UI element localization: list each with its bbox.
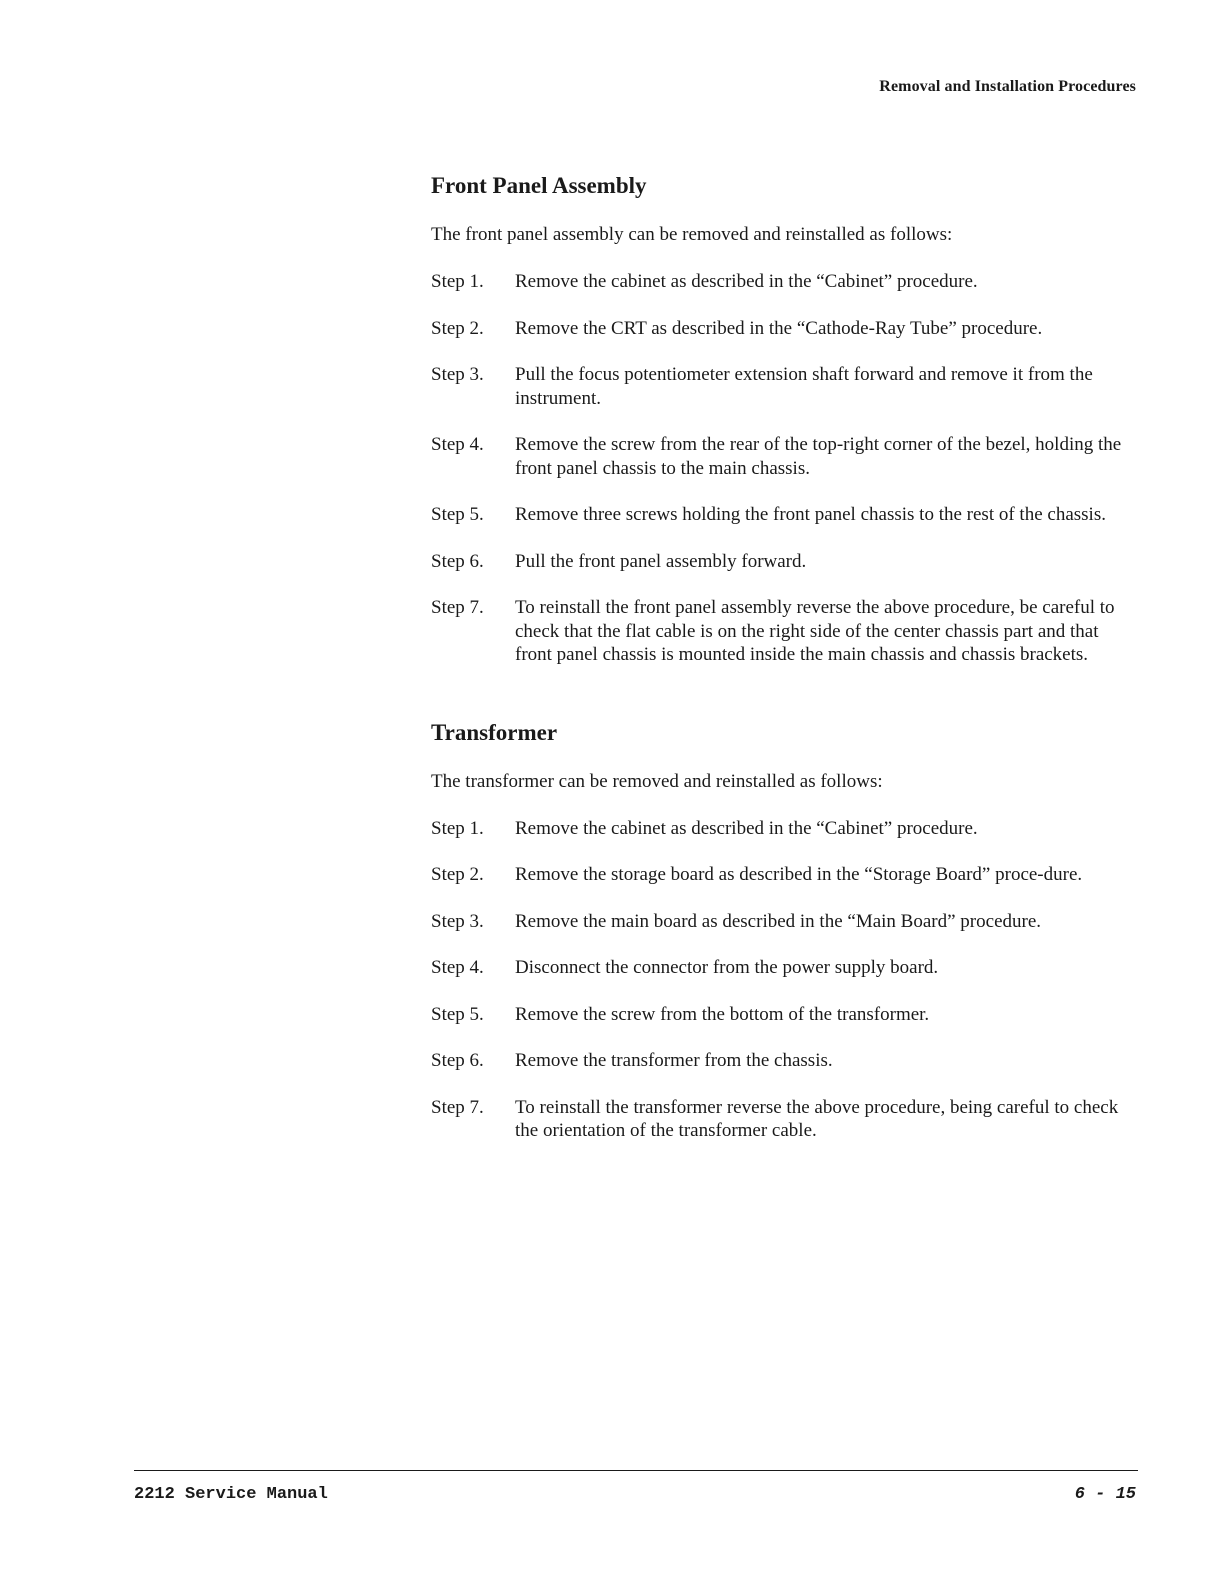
running-header: Removal and Installation Procedures: [879, 78, 1136, 95]
step-list: [431, 817, 1136, 1143]
step-label: Step 6.: [431, 1050, 484, 1071]
step-text: Remove the storage board as described in the “Storage Board” proce-dure.: [515, 864, 1083, 885]
section-title: Front Panel Assembly: [431, 173, 647, 198]
step-label: Step 3.: [431, 910, 484, 932]
step-item: [431, 910, 1136, 934]
section-intro: The front panel assembly can be removed and reinstalled as follows:: [431, 224, 953, 245]
step-label: Step 5.: [431, 504, 484, 525]
footer-divider: [134, 1470, 1138, 1471]
step-label: Step 7.: [431, 1096, 484, 1118]
section-transformer: [431, 717, 1136, 1143]
step-text: To reinstall the transformer reverse the above procedure, being careful to check the orientation of the transformer cable.: [515, 1096, 1119, 1141]
step-label: Step 5.: [431, 1003, 484, 1025]
step-item: [431, 1096, 1136, 1143]
step-label: Step 4.: [431, 957, 484, 978]
section-front-panel-assembly: [431, 170, 1136, 667]
step-item: [431, 270, 1136, 294]
step-item: [431, 596, 1136, 667]
footer-manual-title: 2212 Service Manual: [134, 1485, 328, 1504]
footer-page-number: 6 - 15: [1074, 1485, 1136, 1504]
step-text: Remove the CRT as described in the “Cathode-Ray Tube” procedure.: [515, 317, 1043, 339]
step-item: [431, 956, 1136, 980]
step-item: [431, 1003, 1136, 1027]
section-title: Transformer: [431, 719, 558, 745]
step-text: Remove the main board as described in the “Main Board” procedure.: [515, 910, 1042, 932]
step-item: [431, 317, 1136, 341]
section-intro: The transformer can be removed and reinstalled as follows:: [431, 770, 883, 792]
step-text: Remove the cabinet as described in the “Cabinet” procedure.: [515, 271, 978, 292]
step-text: Remove the cabinet as described in the “Cabinet” procedure.: [515, 817, 978, 839]
step-item: [431, 550, 1136, 574]
step-text: Remove the screw from the rear of the top-right corner of the bezel, holding the front panel chassis to the main chassis.: [515, 434, 1122, 479]
step-item: [431, 817, 1136, 841]
step-label: Step 1.: [431, 817, 484, 839]
step-item: [431, 433, 1136, 480]
step-label: Step 2.: [431, 864, 484, 885]
step-label: Step 3.: [431, 364, 484, 385]
step-item: [431, 363, 1136, 410]
page-content: [431, 170, 1136, 1143]
step-item: [431, 1049, 1136, 1073]
step-text: Remove the transformer from the chassis.: [515, 1050, 833, 1071]
step-text: To reinstall the front panel assembly reverse the above procedure, be careful to check that the flat cable is on the right side of the center chassis part and that front panel chassis is mounted inside the main chassis and chassis brackets.: [515, 597, 1115, 665]
step-text: Disconnect the connector from the power supply board.: [515, 957, 939, 978]
step-text: Pull the front panel assembly forward.: [515, 550, 807, 572]
step-text: Remove the screw from the bottom of the transformer.: [515, 1003, 930, 1025]
step-label: Step 1.: [431, 271, 484, 292]
step-label: Step 2.: [431, 317, 484, 339]
step-label: Step 7.: [431, 597, 484, 618]
step-label: Step 6.: [431, 550, 484, 572]
step-item: [431, 863, 1136, 887]
step-text: Pull the focus potentiometer extension shaft forward and remove it from the instrument.: [515, 364, 1093, 409]
step-text: Remove three screws holding the front panel chassis to the rest of the chassis.: [515, 504, 1106, 525]
step-list: [431, 270, 1136, 667]
step-item: [431, 503, 1136, 527]
step-label: Step 4.: [431, 434, 484, 455]
